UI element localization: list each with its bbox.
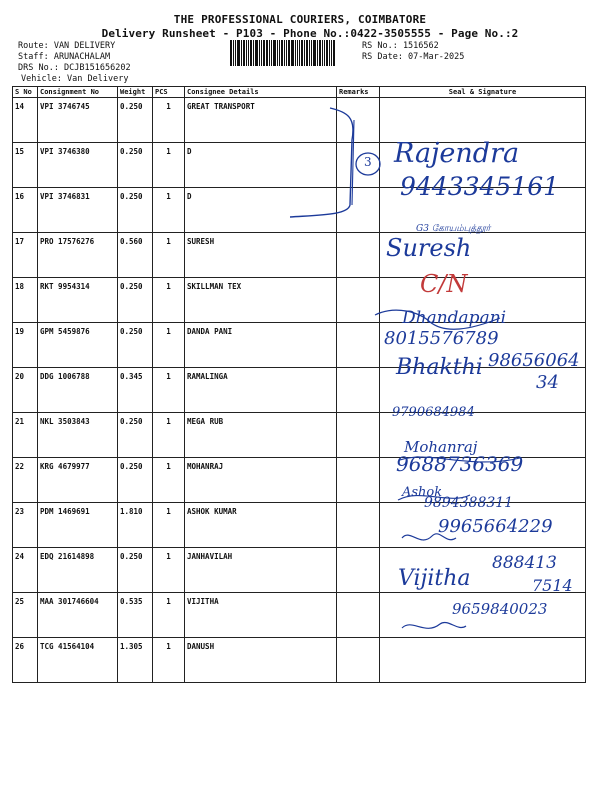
row-sno: 17 (13, 233, 38, 278)
vehicle-text: Vehicle: Van Delivery (21, 74, 129, 84)
handwritten-number-25: 7514 (532, 576, 573, 595)
barcode-bar (295, 40, 296, 66)
header-consignee: Consignee Details (185, 87, 337, 98)
barcode-bar (304, 40, 305, 66)
row-weight: 0.250 (118, 143, 153, 188)
row-remarks (337, 278, 380, 323)
row-consignment-no: MAA 301746604 (38, 593, 118, 638)
row-sno: 15 (13, 143, 38, 188)
handwritten-phone-23: 9894388311 (424, 495, 514, 511)
row-pcs: 1 (153, 188, 185, 233)
row-pcs: 1 (153, 278, 185, 323)
handwritten-phone-19: 8015576789 (384, 328, 499, 349)
runsheet-subtitle: Delivery Runsheet - P103 - Phone No.:0422-3505555 - Page No.:2 (101, 27, 519, 40)
row-pcs: 1 (153, 368, 185, 413)
row-pcs: 1 (153, 638, 185, 683)
table-row (13, 233, 586, 278)
row-sno: 21 (13, 413, 38, 458)
barcode-bar (297, 40, 298, 66)
table-row (13, 368, 586, 413)
barcode-bar (317, 40, 318, 66)
barcode-bar (331, 40, 332, 66)
row-remarks (337, 368, 380, 413)
table-row (13, 413, 586, 458)
row-sno: 18 (13, 278, 38, 323)
row-sno: 16 (13, 188, 38, 233)
row-consignment-no: KRG 4679977 (38, 458, 118, 503)
barcode-bar (266, 40, 268, 66)
row-remarks (337, 413, 380, 458)
row-weight: 0.345 (118, 368, 153, 413)
barcode-bar (230, 40, 232, 66)
barcode-bar (248, 40, 249, 66)
barcode-bar (261, 40, 262, 66)
row-remarks (337, 638, 380, 683)
header-weight: Weight (118, 87, 153, 98)
row-pcs: 1 (153, 323, 185, 368)
barcode-bar (253, 40, 254, 66)
row-consignment-no: PDM 1469691 (38, 503, 118, 548)
row-consignee: GREAT TRANSPORT (185, 98, 337, 143)
barcode-bar (326, 40, 328, 66)
row-consignee: SKILLMAN TEX (185, 278, 337, 323)
row-consignee: ASHOK KUMAR (185, 503, 337, 548)
header-remarks: Remarks (337, 87, 380, 98)
row-consignee: JANHAVILAH (185, 548, 337, 593)
row-remarks (337, 188, 380, 233)
barcode-bar (319, 40, 321, 66)
barcode-bar (291, 40, 294, 66)
barcode-bar (324, 40, 325, 66)
row-sno: 26 (13, 638, 38, 683)
barcode-bar (241, 40, 242, 66)
rs-no-text: RS No.: 1516562 (362, 41, 439, 51)
drs-text: DRS No.: DCJB151656202 (18, 63, 131, 73)
barcode-bar (269, 40, 270, 66)
row-consignment-no: VPI 3746831 (38, 188, 118, 233)
row-remarks (337, 503, 380, 548)
row-sno: 20 (13, 368, 38, 413)
handwritten-number-20: 34 (536, 372, 559, 393)
barcode-bar (246, 40, 247, 66)
row-remarks (337, 143, 380, 188)
handwritten-phone-16: 9443345161 (400, 172, 560, 201)
row-pcs: 1 (153, 143, 185, 188)
handwritten-signature-20: Bhakthi (396, 355, 483, 380)
barcode-bar (263, 40, 265, 66)
rs-date-text: RS Date: 07-Mar-2025 (362, 52, 465, 62)
barcode-bar (277, 40, 278, 66)
handwritten-phone-22: 9688736369 (396, 452, 524, 476)
barcode (230, 40, 343, 66)
barcode-bar (322, 40, 323, 66)
barcode-bar (250, 40, 252, 66)
row-sno: 24 (13, 548, 38, 593)
barcode-bar (281, 40, 283, 66)
row-consignee: SURESH (185, 233, 337, 278)
row-weight: 0.250 (118, 413, 153, 458)
barcode-bar (311, 40, 312, 66)
handwritten-note-17: G3 கோயம்புத்தூர் (416, 224, 491, 234)
table-row (13, 98, 586, 143)
barcode-bar (333, 40, 335, 66)
row-pcs: 1 (153, 98, 185, 143)
barcode-bar (273, 40, 276, 66)
row-consignee: RAMALINGA (185, 368, 337, 413)
row-pcs: 1 (153, 503, 185, 548)
header-consignment: Consignment No (38, 87, 118, 98)
row-consignment-no: RKT 9954314 (38, 278, 118, 323)
row-consignee: DANDA PANI (185, 323, 337, 368)
row-weight: 0.250 (118, 278, 153, 323)
company-title: THE PROFESSIONAL COURIERS, COIMBATORE (173, 13, 427, 26)
row-remarks (337, 548, 380, 593)
handwritten-signature-17: Suresh (386, 234, 472, 262)
row-seal-signature (380, 638, 586, 683)
row-remarks (337, 98, 380, 143)
barcode-bar (309, 40, 310, 66)
row-consignee: D (185, 143, 337, 188)
barcode-bar (286, 40, 287, 66)
row-consignee: MOHANRAJ (185, 458, 337, 503)
row-remarks (337, 233, 380, 278)
row-sno: 19 (13, 323, 38, 368)
handwritten-phone-25: 888413 (492, 553, 557, 573)
row-pcs: 1 (153, 593, 185, 638)
row-seal-signature (380, 98, 586, 143)
row-sno: 25 (13, 593, 38, 638)
route-text: Route: VAN DELIVERY (18, 41, 116, 51)
barcode-bar (233, 40, 234, 66)
row-consignment-no: DDG 1006788 (38, 368, 118, 413)
row-consignment-no: NKL 3503843 (38, 413, 118, 458)
row-pcs: 1 (153, 413, 185, 458)
row-weight: 0.250 (118, 98, 153, 143)
header-seal-signature: Seal & Signature (380, 87, 586, 98)
meta-right (362, 41, 464, 63)
row-consignment-no: VPI 3746745 (38, 98, 118, 143)
row-consignee: VIJITHA (185, 593, 337, 638)
row-sno: 23 (13, 503, 38, 548)
meta-left (18, 41, 131, 85)
barcode-bar (271, 40, 272, 66)
barcode-bar (284, 40, 285, 66)
handwritten-signature-15: Rajendra (394, 138, 520, 169)
staff-text: Staff: ARUNACHALAM (18, 52, 111, 62)
table-header-row (13, 87, 586, 98)
barcode-bar (279, 40, 280, 66)
barcode-bar (255, 40, 258, 66)
barcode-bar (301, 40, 303, 66)
handwritten-phone-20: 98656064 (488, 350, 580, 371)
row-sno: 22 (13, 458, 38, 503)
row-pcs: 1 (153, 233, 185, 278)
handwritten-signature-23: Ashok (402, 485, 443, 500)
row-consignment-no: VPI 3746380 (38, 143, 118, 188)
handwritten-signature-19: Dhandapani (402, 308, 507, 328)
row-consignment-no: PRO 17576276 (38, 233, 118, 278)
row-weight: 0.535 (118, 593, 153, 638)
barcode-bar (329, 40, 330, 66)
row-consignment-no: EDQ 21614898 (38, 548, 118, 593)
row-sno: 14 (13, 98, 38, 143)
row-consignment-no: TCG 41564104 (38, 638, 118, 683)
handwritten-phone-21: 9790684984 (392, 405, 475, 420)
row-pcs: 1 (153, 458, 185, 503)
row-remarks (337, 458, 380, 503)
row-weight: 0.250 (118, 188, 153, 233)
handwritten-signature-25: Vijitha (398, 566, 471, 591)
barcode-bar (259, 40, 260, 66)
header-sno: S No (13, 87, 38, 98)
row-weight: 0.250 (118, 323, 153, 368)
row-consignee: DANUSH (185, 638, 337, 683)
table-row (13, 638, 586, 683)
row-remarks (337, 323, 380, 368)
barcode-bar (243, 40, 245, 66)
row-consignee: MEGA RUB (185, 413, 337, 458)
handwritten-phone-24: 9965664229 (438, 516, 553, 537)
handwritten-phone-26: 9659840023 (452, 600, 548, 618)
row-weight: 0.250 (118, 548, 153, 593)
row-remarks (337, 593, 380, 638)
row-pcs: 1 (153, 548, 185, 593)
row-weight: 0.250 (118, 458, 153, 503)
row-weight: 0.560 (118, 233, 153, 278)
barcode-bar (306, 40, 308, 66)
handwritten-signature-22: Mohanraj (404, 438, 478, 456)
row-weight: 1.810 (118, 503, 153, 548)
row-weight: 1.305 (118, 638, 153, 683)
barcode-bar (299, 40, 300, 66)
row-consignee: D (185, 188, 337, 233)
header-pcs: PCS (153, 87, 185, 98)
barcode-bar (235, 40, 236, 66)
barcode-bar (237, 40, 240, 66)
remark-circle-number: 3 (364, 155, 372, 169)
row-consignment-no: GPM 5459876 (38, 323, 118, 368)
handwritten-cn-18: C/N (420, 270, 468, 298)
barcode-bar (313, 40, 316, 66)
barcode-bar (288, 40, 290, 66)
